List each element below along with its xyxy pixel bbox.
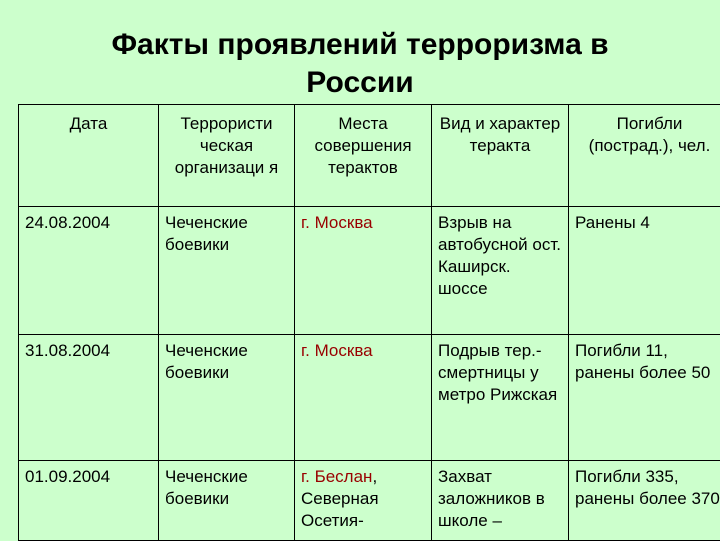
header-attack-type: Вид и характер теракта <box>432 105 569 207</box>
slide-title-line-1: Факты проявлений терроризма в <box>0 26 720 64</box>
cell-attack-type: Захват заложников в школе – <box>432 461 569 541</box>
table-row <box>19 461 720 541</box>
table-row <box>19 335 720 461</box>
cell-organization: Чеченские боевики <box>159 207 295 335</box>
cell-place-city: г. Москва <box>301 341 373 360</box>
cell-casualties: Погибли 335, ранены более 370 <box>569 461 720 541</box>
slide-title-line-2: России <box>0 64 720 102</box>
cell-attack-type: Подрыв тер.-смертницы у метро Рижская <box>432 335 569 461</box>
header-place: Места совершения терактов <box>295 105 432 207</box>
table-row <box>19 207 720 335</box>
cell-date: 01.09.2004 <box>19 461 159 541</box>
header-date: Дата <box>19 105 159 207</box>
header-organization: Террористи ческая организаци я <box>159 105 295 207</box>
terrorism-facts-table <box>18 104 720 541</box>
cell-place-city: г. Москва <box>301 213 373 232</box>
cell-attack-type: Взрыв на автобусной ост. Каширск. шоссе <box>432 207 569 335</box>
slide-title <box>0 26 720 102</box>
cell-organization: Чеченские боевики <box>159 335 295 461</box>
cell-place-city: г. Беслан <box>301 467 372 486</box>
table-header-row <box>19 105 720 207</box>
cell-date: 31.08.2004 <box>19 335 159 461</box>
cell-place <box>295 335 432 461</box>
cell-date: 24.08.2004 <box>19 207 159 335</box>
cell-place <box>295 461 432 541</box>
cell-casualties: Ранены 4 <box>569 207 720 335</box>
cell-place <box>295 207 432 335</box>
cell-organization: Чеченские боевики <box>159 461 295 541</box>
header-casualties: Погибли (пострад.), чел. <box>569 105 720 207</box>
cell-casualties: Погибли 11, ранены более 50 <box>569 335 720 461</box>
cell-place-rest: , Северная Осетия- <box>301 467 379 530</box>
